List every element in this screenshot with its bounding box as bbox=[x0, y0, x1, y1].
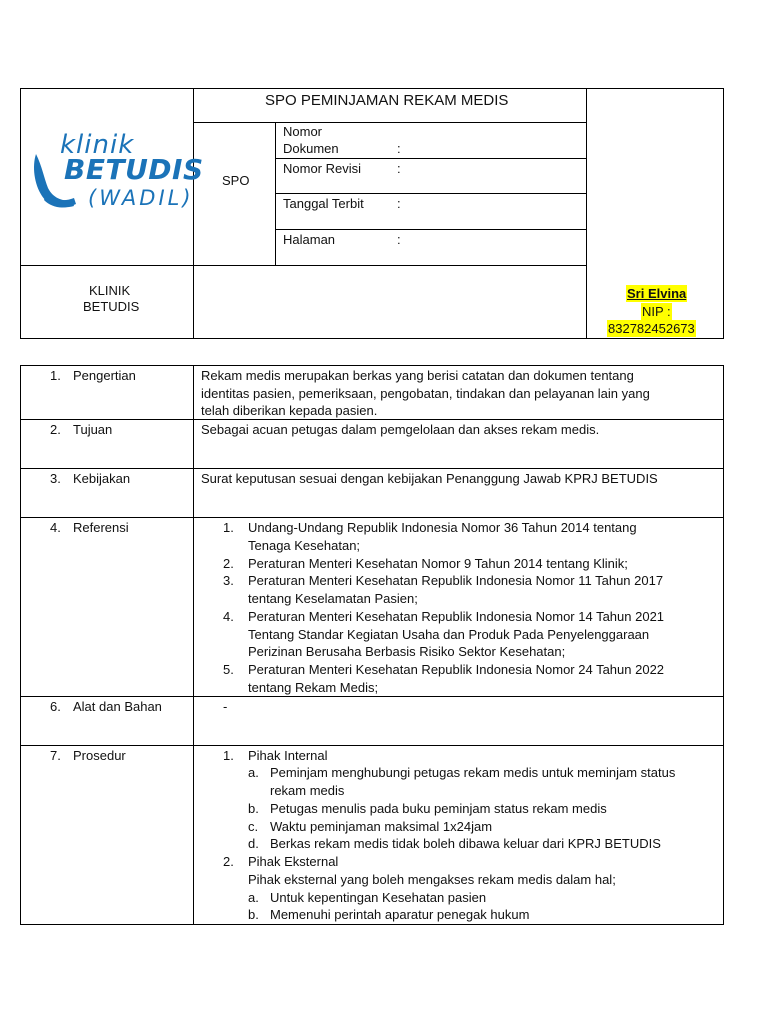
procedure-group-number: 2. bbox=[223, 854, 234, 869]
section-number: 7. bbox=[50, 748, 61, 763]
procedure-item-line: Untuk kepentingan Kesehatan pasien bbox=[270, 890, 487, 905]
reference-text-line: Peraturan Menteri Kesehatan Republik Indonesia Nomor 14 Tahun 2021 bbox=[248, 609, 665, 624]
field-halaman: Halaman bbox=[283, 232, 336, 247]
procedure-item-letter: c. bbox=[248, 819, 259, 834]
reference-number: 3. bbox=[223, 573, 234, 588]
clinic-name-line2: BETUDIS bbox=[83, 299, 140, 314]
section-text-line: Sebagai acuan petugas dalam pemgelolaan dan akses rekam medis. bbox=[201, 422, 600, 437]
logo-text-wadil: (WADIL) bbox=[88, 186, 194, 210]
procedure-item-line: Memenuhi perintah aparatur penegak hukum bbox=[270, 907, 530, 922]
field-colon: : bbox=[397, 161, 401, 176]
section-text-line: Rekam medis merupakan berkas yang berisi catatan dan dokumen tentang bbox=[201, 368, 634, 383]
field-nomor-revisi: Nomor Revisi bbox=[283, 161, 362, 176]
section-label: Referensi bbox=[73, 520, 129, 535]
section-text-line: telah diberikan kepada pasien. bbox=[201, 403, 378, 418]
section-label: Tujuan bbox=[73, 422, 113, 437]
logo-text-klinik: klinik bbox=[60, 130, 135, 160]
signer-nip: 832782452673 bbox=[608, 321, 695, 336]
section-number: 6. bbox=[50, 699, 61, 714]
reference-text-line: Peraturan Menteri Kesehatan Republik Indonesia Nomor 11 Tahun 2017 bbox=[248, 573, 664, 588]
procedure-item-letter: a. bbox=[248, 890, 259, 905]
section-number: 1. bbox=[50, 368, 61, 383]
document-title: SPO PEMINJAMAN REKAM MEDIS bbox=[265, 92, 509, 109]
field-tanggal-terbit: Tanggal Terbit bbox=[283, 196, 364, 211]
reference-text-line: Peraturan Menteri Kesehatan Republik Indonesia Nomor 24 Tahun 2022 bbox=[248, 662, 665, 677]
procedure-group-intro: Pihak eksternal yang boleh mengakses rekam medis dalam hal; bbox=[248, 872, 616, 887]
signer-nip-label: NIP : bbox=[642, 304, 671, 319]
field-colon: : bbox=[397, 141, 401, 156]
procedure-item-line: Petugas menulis pada buku peminjam status rekam medis bbox=[270, 801, 607, 816]
reference-number: 1. bbox=[223, 520, 234, 535]
section-label: Pengertian bbox=[73, 368, 136, 383]
reference-text-line: Perizinan Berusaha Berbasis Risiko Sektor Kesehatan; bbox=[248, 644, 566, 659]
reference-text-line: tentang Keselamatan Pasien; bbox=[248, 591, 418, 606]
field-colon: : bbox=[397, 232, 401, 247]
reference-number: 5. bbox=[223, 662, 234, 677]
spo-label: SPO bbox=[222, 173, 250, 188]
section-number: 4. bbox=[50, 520, 61, 535]
procedure-item-line: Peminjam menghubungi petugas rekam medis untuk meminjam status bbox=[270, 765, 676, 780]
procedure-item-line: rekam medis bbox=[270, 783, 345, 798]
section-text-line: - bbox=[223, 699, 228, 714]
clinic-name-line1: KLINIK bbox=[89, 283, 131, 298]
reference-number: 4. bbox=[223, 609, 234, 624]
signer-name: Sri Elvina bbox=[627, 286, 687, 301]
reference-text-line: tentang Rekam Medis; bbox=[248, 680, 379, 695]
procedure-item-line: Berkas rekam medis tidak boleh dibawa keluar dari KPRJ BETUDIS bbox=[270, 836, 661, 851]
logo-text-betudis: BETUDIS bbox=[64, 153, 204, 186]
section-number: 3. bbox=[50, 471, 61, 486]
reference-text-line: Tenaga Kesehatan; bbox=[248, 538, 361, 553]
section-label: Alat dan Bahan bbox=[73, 699, 162, 714]
procedure-item-letter: b. bbox=[248, 801, 259, 816]
section-text-line: identitas pasien, pemeriksaan, pengobatan, tindakan dan pelayanan lain yang bbox=[201, 386, 650, 401]
procedure-group-title: Pihak Eksternal bbox=[248, 854, 339, 869]
section-number: 2. bbox=[50, 422, 61, 437]
reference-text-line: Undang-Undang Republik Indonesia Nomor 36 Tahun 2014 tentang bbox=[248, 520, 637, 535]
field-nomor-dokumen-line2: Dokumen bbox=[283, 141, 339, 156]
section-text-line: Surat keputusan sesuai dengan kebijakan Penanggung Jawab KPRJ BETUDIS bbox=[201, 471, 658, 486]
procedure-item-letter: a. bbox=[248, 765, 259, 780]
procedure-group-number: 1. bbox=[223, 748, 234, 763]
procedure-item-letter: d. bbox=[248, 836, 259, 851]
reference-text-line: Peraturan Menteri Kesehatan Nomor 9 Tahun 2014 tentang Klinik; bbox=[248, 556, 628, 571]
section-label: Kebijakan bbox=[73, 471, 131, 486]
procedure-group-title: Pihak Internal bbox=[248, 748, 328, 763]
section-label: Prosedur bbox=[73, 748, 126, 763]
procedure-item-line: Waktu peminjaman maksimal 1x24jam bbox=[270, 819, 493, 834]
reference-text-line: Tentang Standar Kegiatan Usaha dan Produk Pada Penyelenggaraan bbox=[248, 627, 650, 642]
field-nomor-dokumen-line1: Nomor bbox=[283, 124, 323, 139]
reference-number: 2. bbox=[223, 556, 234, 571]
procedure-item-letter: b. bbox=[248, 907, 259, 922]
field-colon: : bbox=[397, 196, 401, 211]
